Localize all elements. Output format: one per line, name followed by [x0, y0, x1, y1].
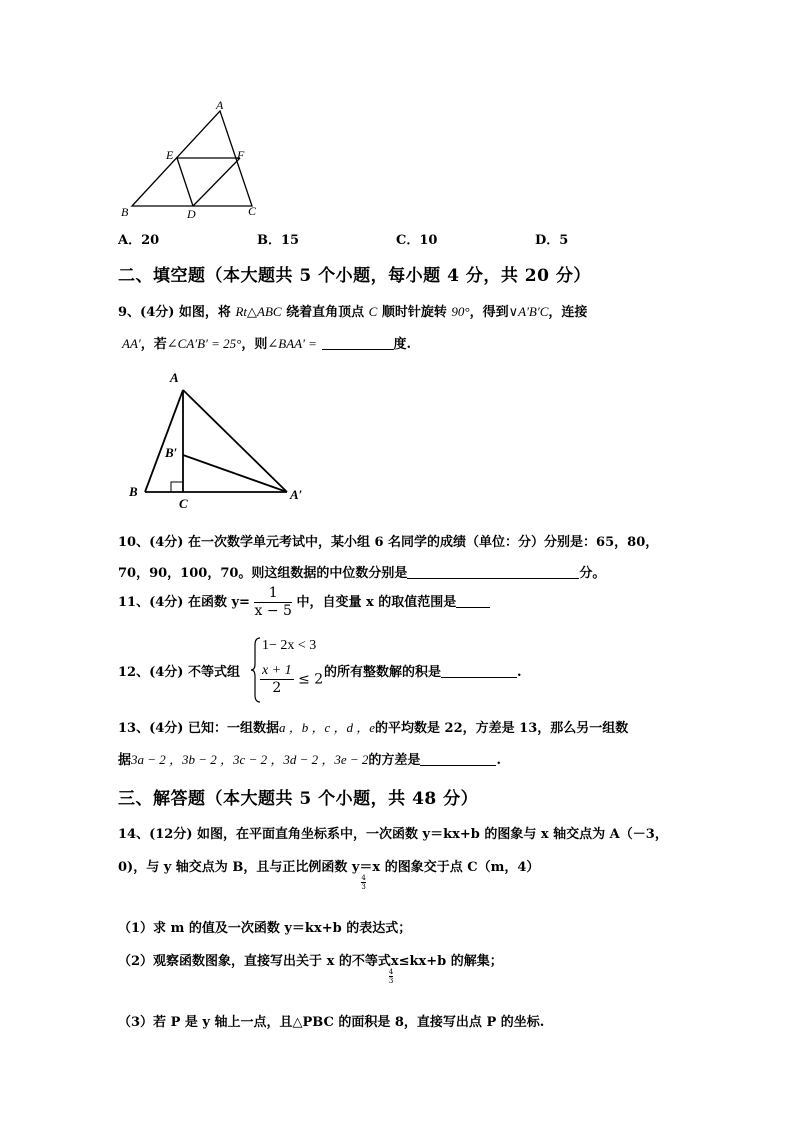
q14-text: 0)，与 y 轴交点为 B，且与正比例函数 y＝ [118, 860, 373, 875]
q11-text: 中，自变量 x 的取值范围是 [296, 595, 457, 610]
choice-d: D．5 [535, 233, 569, 248]
q13-text: . [496, 753, 501, 768]
q14-inequality [388, 954, 447, 985]
q11-text: 11、(4分) 在函数 y= [118, 595, 250, 610]
fraction-numerator: x + 1 [262, 663, 292, 678]
label-f: F [237, 148, 245, 162]
q13-text: 的方差是 [368, 753, 421, 768]
q12-inequality-2 [260, 662, 323, 697]
q14-inequality-text: x≤kx+b [390, 954, 447, 969]
label-c: C [248, 204, 257, 218]
q9-text: ，得到 [469, 305, 509, 320]
label-c: C [179, 496, 188, 510]
q12-text: . [517, 665, 522, 680]
question-14-part-2 [118, 950, 503, 985]
q13-text: 的平均数是 22，方差是 13，那么另一组数 [375, 721, 629, 736]
section-3-heading: 三、解答题（本大题共 5 个小题，共 48 分） [118, 789, 479, 809]
q12-text: 的所有整数解的积是 [324, 665, 442, 680]
q9-vertex: C [368, 304, 378, 319]
label-a: A [216, 98, 224, 112]
segment-ed [177, 158, 193, 206]
q9-triangle: Rt△ABC [235, 304, 282, 319]
question-12-suffix [324, 661, 522, 680]
q9-text: 顺时针旋转 [381, 305, 447, 320]
q12-fraction [260, 662, 294, 697]
q12-answer-blank[interactable] [441, 663, 517, 678]
q13-text: 13、(4分) 已知：一组数据 [118, 721, 279, 736]
q11-fraction [254, 585, 291, 620]
right-angle-mark [171, 482, 183, 492]
fraction-denominator: 3 [361, 883, 366, 891]
q14-proportional-term [361, 860, 381, 891]
q9-text: 绕着直角顶点 [286, 305, 365, 320]
question-13-line-1 [118, 717, 628, 736]
question-13-line-2 [118, 749, 501, 768]
fraction-numerator: 1 [254, 585, 291, 603]
q10-text: 分。 [579, 566, 606, 581]
question-11 [118, 585, 490, 620]
section-2-heading: 二、填空题（本大题共 5 个小题，每小题 4 分，共 20 分） [118, 266, 591, 286]
segment-aa-prime [183, 390, 287, 492]
question-10-line-2 [118, 562, 605, 581]
inequality-1: 1− 2x < 3 [262, 638, 317, 653]
q9-text: 9、(4分) 如图，将 [118, 305, 231, 320]
label-a: A [170, 370, 179, 385]
q9-answer-blank[interactable] [322, 335, 394, 350]
q12-inequality-1 [262, 637, 316, 654]
label-d: D [187, 207, 196, 221]
fraction-numerator: 4 [388, 968, 394, 976]
question-14-line-1: 14、(12分) 如图，在平面直角坐标系中，一次函数 y＝kx+b 的图象与 x 轴交点为 A（－3， [118, 827, 668, 842]
q9-rotated-triangle: ∨A′B′C [508, 304, 549, 319]
question-14-line-2 [118, 856, 540, 891]
figure-q8-triangle [115, 98, 275, 223]
q9-text: ，若 [140, 337, 167, 352]
segment-ab [145, 390, 183, 492]
q9-given-angle: ∠CA′B′ = 25° [166, 336, 242, 351]
choice-a: A．20 [118, 233, 160, 248]
choice-b: B．15 [257, 233, 300, 248]
segment-df [193, 158, 240, 206]
choice-c: C．10 [396, 233, 438, 248]
label-b: B [121, 205, 129, 219]
question-12-prefix: 12、(4分) 不等式组 [118, 665, 240, 680]
q9-segment: AA′ [122, 336, 141, 351]
question-9-line-1 [118, 301, 587, 320]
q9-target-angle: ∠BAA′ = [267, 336, 317, 351]
q14-small-fraction [389, 968, 393, 985]
label-a-prime: A′ [290, 487, 303, 502]
q14-text: 的解集； [450, 954, 503, 969]
segment-b-prime-a-prime [183, 455, 287, 492]
q13-answer-blank[interactable] [420, 751, 496, 766]
figure-q9-rotation [125, 365, 315, 510]
fraction-denominator: 3 [388, 977, 394, 985]
fraction-denominator: x − 5 [254, 603, 292, 619]
q14-x: x [372, 860, 381, 875]
q11-answer-blank[interactable] [456, 593, 490, 608]
fraction-denominator: 2 [272, 680, 282, 696]
q14-small-fraction [361, 874, 365, 891]
q13-variables: a ，b ，c ，d ，e [278, 720, 376, 735]
label-e: E [166, 148, 174, 162]
label-b: B [129, 484, 138, 499]
q9-angle: 90° [451, 304, 470, 319]
q9-text: 度. [393, 337, 412, 352]
q10-text: 70，90，100，70。则这组数据的中位数分别是 [118, 566, 408, 581]
q14-text: （2）观察函数图象，直接写出关于 x 的不等式 [118, 954, 391, 969]
q13-expressions: 3a − 2 ，3b − 2 ，3c − 2 ，3d − 2 ，3e − 2 [131, 752, 369, 767]
fraction-numerator: 4 [361, 874, 366, 882]
label-b-prime: B′ [165, 445, 178, 460]
q13-text: 据 [118, 753, 132, 768]
q9-text: ，连接 [548, 305, 588, 320]
q14-text: 的图象交于点 C（m，4） [384, 860, 540, 875]
question-14-part-1: （1）求 m 的值及一次函数 y＝kx+b 的表达式； [118, 921, 412, 936]
q9-text: ，则 [241, 337, 268, 352]
q10-answer-blank[interactable] [407, 564, 579, 579]
inequality-2-tail: ≤ 2 [298, 671, 324, 688]
question-10-line-1: 10、(4分) 在一次数学单元考试中，某小组 6 名同学的成绩（单位：分）分别是：65，80， [118, 535, 659, 550]
question-14-part-3: （3）若 P 是 y 轴上一点，且△PBC 的面积是 8，直接写出点 P 的坐标. [118, 1015, 545, 1030]
question-9-line-2 [122, 333, 411, 352]
